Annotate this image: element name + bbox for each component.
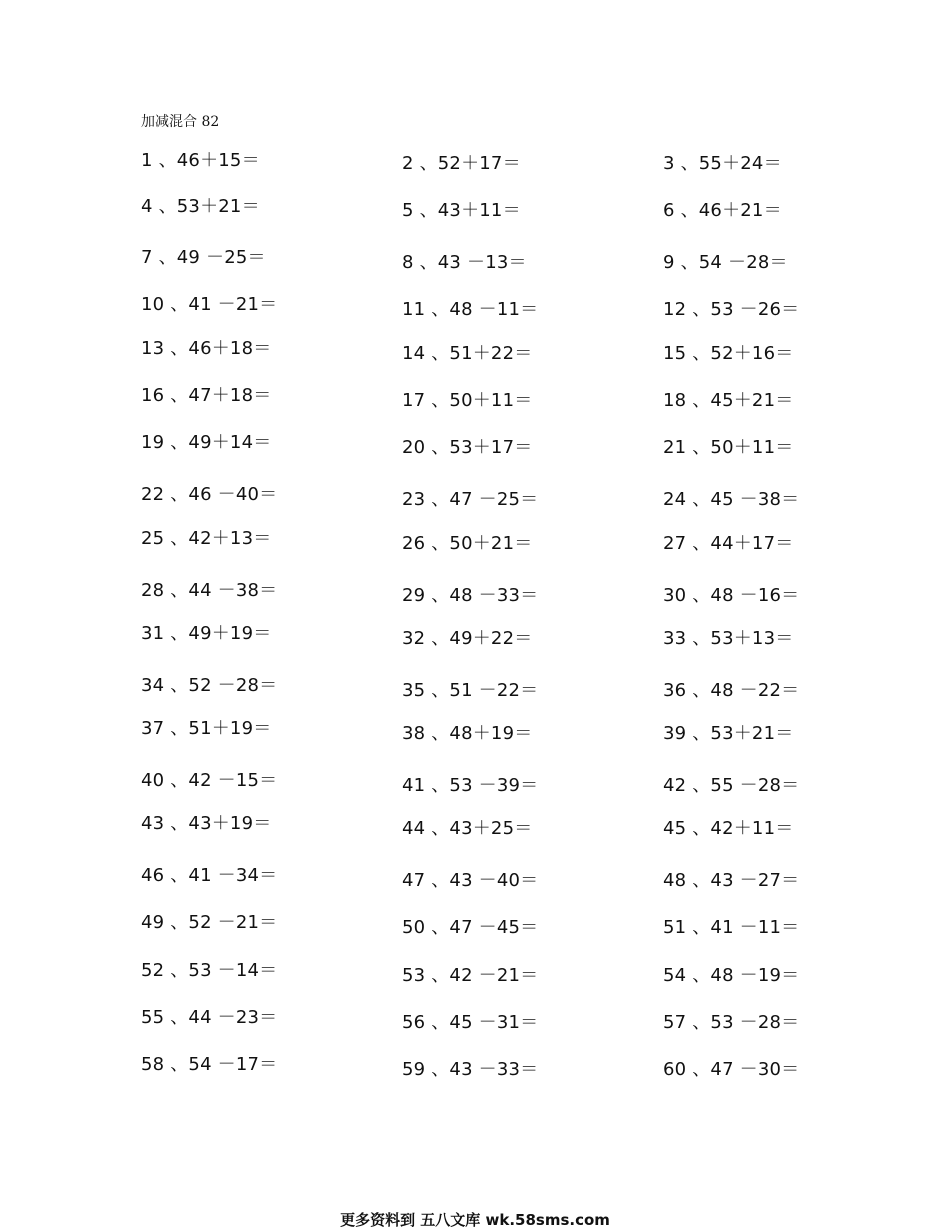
problem-item: 5 、43＋11＝ — [402, 200, 521, 221]
problem-item: 46 、41 －34＝ — [141, 865, 278, 886]
problem-item: 43 、43＋19＝ — [141, 813, 272, 834]
problem-item: 60 、47 －30＝ — [663, 1059, 800, 1080]
problem-item: 56 、45 －31＝ — [402, 1012, 539, 1033]
problem-item: 16 、47＋18＝ — [141, 385, 272, 406]
problem-item: 58 、54 －17＝ — [141, 1054, 278, 1075]
problem-item: 50 、47 －45＝ — [402, 917, 539, 938]
problem-item: 3 、55＋24＝ — [663, 153, 782, 174]
problem-item: 33 、53＋13＝ — [663, 628, 794, 649]
problem-item: 39 、53＋21＝ — [663, 723, 794, 744]
problem-item: 41 、53 －39＝ — [402, 775, 539, 796]
problem-item: 22 、46 －40＝ — [141, 484, 278, 505]
problem-item: 25 、42＋13＝ — [141, 528, 272, 549]
problem-item: 36 、48 －22＝ — [663, 680, 800, 701]
problem-item: 53 、42 －21＝ — [402, 965, 539, 986]
problem-item: 32 、49＋22＝ — [402, 628, 533, 649]
problem-item: 42 、55 －28＝ — [663, 775, 800, 796]
problem-item: 19 、49＋14＝ — [141, 432, 272, 453]
problem-item: 44 、43＋25＝ — [402, 818, 533, 839]
problem-item: 2 、52＋17＝ — [402, 153, 521, 174]
problem-item: 13 、46＋18＝ — [141, 338, 272, 359]
problem-item: 4 、53＋21＝ — [141, 196, 260, 217]
problem-item: 59 、43 －33＝ — [402, 1059, 539, 1080]
problem-item: 37 、51＋19＝ — [141, 718, 272, 739]
problem-item: 9 、54 －28＝ — [663, 252, 788, 273]
problem-item: 24 、45 －38＝ — [663, 489, 800, 510]
problem-item: 15 、52＋16＝ — [663, 343, 794, 364]
problem-item: 52 、53 －14＝ — [141, 960, 278, 981]
problem-item: 23 、47 －25＝ — [402, 489, 539, 510]
problem-item: 34 、52 －28＝ — [141, 675, 278, 696]
problem-item: 54 、48 －19＝ — [663, 965, 800, 986]
problem-item: 21 、50＋11＝ — [663, 437, 794, 458]
problem-item: 57 、53 －28＝ — [663, 1012, 800, 1033]
problem-item: 29 、48 －33＝ — [402, 585, 539, 606]
problem-item: 28 、44 －38＝ — [141, 580, 278, 601]
problem-item: 47 、43 －40＝ — [402, 870, 539, 891]
problem-item: 55 、44 －23＝ — [141, 1007, 278, 1028]
problem-item: 12 、53 －26＝ — [663, 299, 800, 320]
problem-item: 20 、53＋17＝ — [402, 437, 533, 458]
footer-watermark: 更多资料到 五八文库 wk.58sms.com — [340, 1211, 610, 1229]
problem-item: 27 、44＋17＝ — [663, 533, 794, 554]
problem-item: 38 、48＋19＝ — [402, 723, 533, 744]
problem-item: 11 、48 －11＝ — [402, 299, 539, 320]
problem-item: 48 、43 －27＝ — [663, 870, 800, 891]
problem-item: 17 、50＋11＝ — [402, 390, 533, 411]
problem-item: 40 、42 －15＝ — [141, 770, 278, 791]
problem-item: 18 、45＋21＝ — [663, 390, 794, 411]
problem-item: 6 、46＋21＝ — [663, 200, 782, 221]
problem-item: 30 、48 －16＝ — [663, 585, 800, 606]
problem-item: 7 、49 －25＝ — [141, 247, 266, 268]
worksheet-title: 加减混合 82 — [141, 114, 220, 130]
problem-item: 8 、43 －13＝ — [402, 252, 527, 273]
problem-item: 10 、41 －21＝ — [141, 294, 278, 315]
problem-item: 26 、50＋21＝ — [402, 533, 533, 554]
problem-item: 31 、49＋19＝ — [141, 623, 272, 644]
problem-item: 1 、46＋15＝ — [141, 150, 260, 171]
problem-item: 14 、51＋22＝ — [402, 343, 533, 364]
problem-item: 45 、42＋11＝ — [663, 818, 794, 839]
problem-item: 35 、51 －22＝ — [402, 680, 539, 701]
problem-item: 49 、52 －21＝ — [141, 912, 278, 933]
problem-item: 51 、41 －11＝ — [663, 917, 800, 938]
